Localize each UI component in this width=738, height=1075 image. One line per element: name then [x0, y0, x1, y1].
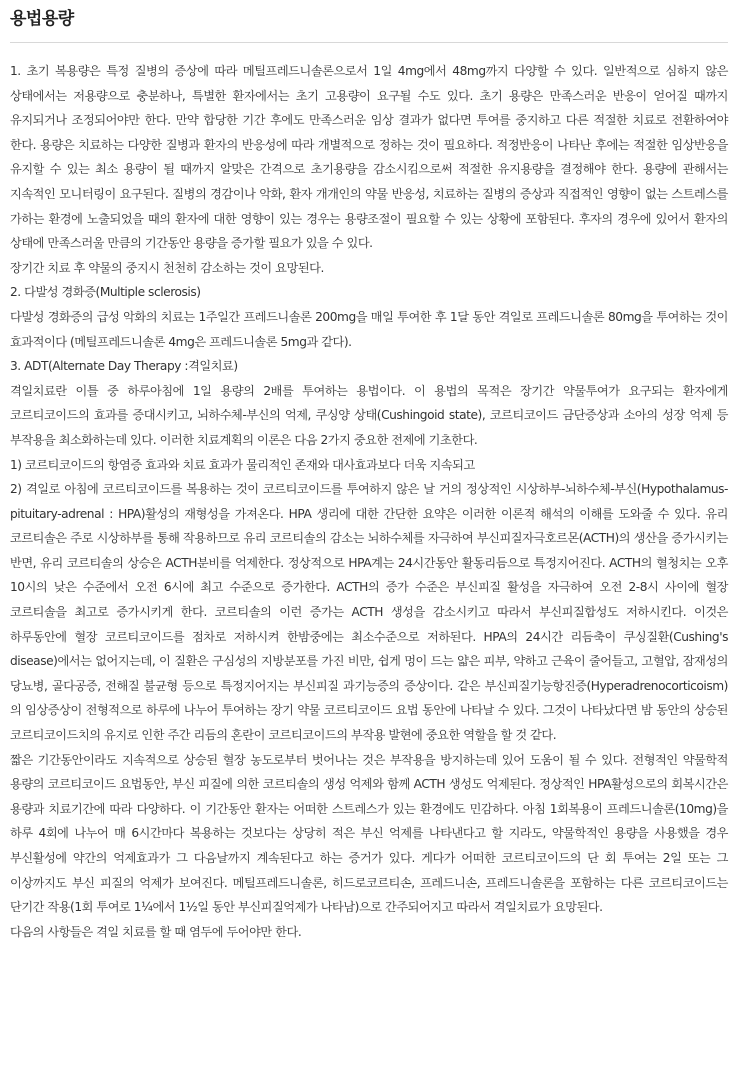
heading-multiple-sclerosis: 2. 다발성 경화증(Multiple sclerosis) [10, 285, 201, 300]
section-body [10, 59, 728, 944]
paragraph-premise-2: 2) 격일로 아침에 코르티코이드를 복용하는 것이 코르티코이드를 투여하지 않은 날 거의 정상적인 시상하부-뇌하수체-부신(Hypothalamus-pituitary-adrenal : HPA)활성의 재형성을 가져온다. HPA 생리에 대한 간단한 요약은 이러한 이론적 해석의 이해를 도와줄 수 있다. 유리 코르티솔은 주로 시상하부를 통해 작용하므로 유리 코르티솔의 감소는 뇌하수체를 자극하여 부신피질자극호르몬(ACTH)의 생산을 증가시키는 반면, 유리 코르티솔의 상승은 ACTH분비를 억제한다. 정상적으로 HPA계는 24시간동안 활동리듬으로 특정지어진다. ACTH의 혈청치는 오후 10시의 낮은 수준에서 오전 6시에 최고 수준으로 증가한다. ACTH의 증가 수준은 부신피질 활성을 자극하여 오전 2-8시 사이에 혈장 코르티솔을 최고로 증가시키게 한다. 코르티솔의 이런 증가는 ACTH 생성을 감소시키고 따라서 부신피질합성도 저하시킨다. 이것은 하루동안에 혈장 코르티코이드를 점차로 저하시켜 한밤중에는 최소수준으로 저하된다. HPA의 24시간 리듬축이 쿠싱질환(Cushing's disease)에서는 없어지는데, 이 질환은 구심성의 지방분포를 가진 비만, 쉽게 멍이 드는 얇은 피부, 약하고 근육이 줄어들고, 고혈압, 잠재성의 당뇨병, 골다공증, 전해질 불균형 등으로 특정지어지는 부신피질 과기능증의 증상이다. 같은 부신피질기능항진증(Hyperadrenocorticoism)의 임상증상이 전형적으로 하루에 나누어 투여하는 장기 약물 코르티코이드 요법 동안에 나타날 수 있다. 그것이 나타났다면 밤 동안의 상승된 코르티코이드치의 유지로 인한 주간 리듬의 혼란이 코르티코이드의 부작용 발현에 중요한 역할을 할 것 같다. [10, 482, 728, 743]
heading-adt: 3. ADT(Alternate Day Therapy :격일치료) [10, 359, 238, 374]
section-title: 용법용량 [10, 9, 74, 29]
paragraph-initial-dose: 1. 초기 복용량은 특정 질병의 증상에 따라 메틸프레드니솔론으로서 1일 4mg에서 48mg까지 다양할 수 있다. 일반적으로 심하지 않은 상태에서는 저용량으로 충분하나, 특별한 환자에서는 초기 고용량이 요구될 수도 있다. 초기 용량은 만족스러운 반응이 얻어질 때까지 유지되거나 조정되어야만 한다. 만약 합당한 기간 후에도 만족스러운 임상 결과가 없다면 투여를 중지하고 다른 적절한 치료로 전환하여야 한다. 용량은 치료하는 다양한 질병과 환자의 반응성에 따라 개별적으로 정하는 것이 필요하다. 적정반응이 나타난 후에는 적절한 임상반응을 유지할 수 있는 최소 용량이 될 때까지 알맞은 간격으로 초기용량을 감소시킴으로써 적절한 유지용량을 결정해야 한다. 용량에 관해서는 지속적인 모니터링이 요구된다. 질병의 경감이나 악화, 환자 개개인의 약물 반응성, 치료하는 질병의 증상과 직접적인 영향이 없는 스트레스를 가하는 환경에 노출되었을 때의 환자에 대한 영향이 있는 경우는 용량조절이 필요할 수 있는 상황에 포함된다. 후자의 경우에 있어서 환자의 상태에 만족스러울 만큼의 기간동안 용량을 증가할 필요가 있을 수 있다. [10, 64, 728, 251]
paragraph-adt-definition: 격일치료란 이틀 중 하루아침에 1일 용량의 2배를 투여하는 용법이다. 이 용법의 목적은 장기간 약물투여가 요구되는 환자에게 코르티코이드의 효과를 증대시키고, 뇌하수체-부신의 억제, 쿠싱양 상태(Cushingoid state), 코르티코이드 금단증상과 소아의 성장 억제 등 부작용을 최소화하는데 있다. 이러한 치료계획의 이론은 다음 2가지 중요한 전제에 기초한다. [10, 383, 728, 447]
paragraph-multiple-sclerosis: 다발성 경화증의 급성 악화의 치료는 1주일간 프레드니솔론 200mg을 매일 투여한 후 1달 동안 격일로 프레드니솔론 80mg을 투여하는 것이 효과적이다 (메틸프레드니솔론 4mg은 프레드니솔론 5mg과 같다). [10, 309, 728, 349]
title-divider [10, 42, 728, 43]
paragraph-taper-note: 장기간 치료 후 약물의 중지시 천천히 감소하는 것이 요망된다. [10, 260, 324, 275]
paragraph-premise-1: 1) 코르티코이드의 항염증 효과와 치료 효과가 물리적인 존재와 대사효과보다 더욱 지속되고 [10, 457, 475, 472]
paragraph-closing-note: 다음의 사항들은 격일 치료를 할 때 염두에 두어야만 한다. [10, 924, 302, 939]
paragraph-hpa-recovery: 짧은 기간동안이라도 지속적으로 상승된 혈장 농도로부터 벗어나는 것은 부작용을 방지하는데 있어 도움이 될 수 있다. 전형적인 약물학적 용량의 코르티코이드 요법동안, 부신 피질에 의한 코르티솔의 생성 억제와 함께 ACTH 생성도 억제된다. 정상적인 HPA활성으로의 회복시간은 용량과 치료기간에 따라 다양하다. 이 기간동안 환자는 어떠한 스트레스가 있는 환경에도 민감하다. 아침 1회복용이 프레드니솔론(10mg)을 하루 4회에 나누어 매 6시간마다 복용하는 것보다는 상당히 적은 부신 억제를 나타낸다고 할 지라도, 약물학적인 용량을 사용했을 경우 부신활성에 약간의 억제효과가 그 다음날까지 계속된다고 하는 증거가 있다. 게다가 어떠한 코르티코이드의 단 회 투여는 2일 또는 그 이상까지도 부신 피질의 억제가 보여진다. 메틸프레드니솔론, 히드로코르티손, 프레드니손, 프레드니솔론을 포함하는 다른 코르티코이드는 단기간 작용(1회 투여로 1¼에서 1½일 동안 부신피질억제가 나타남)으로 간주되어지고 따라서 격일치료가 요망된다. [10, 752, 728, 915]
